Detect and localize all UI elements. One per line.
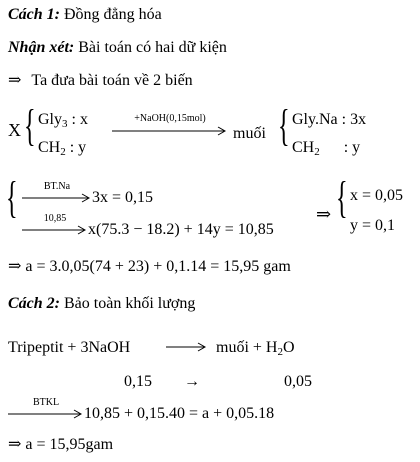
implies-symbol: ⇒ [8,72,22,89]
method1-label: Cách 1: [8,6,60,23]
mixture-x: X [8,120,21,140]
arrow-right-icon [22,193,92,203]
btkl-label: BTKL [32,397,60,408]
arrow-right-icon [22,225,88,235]
left-brace-2: { [278,101,290,150]
bt-na-arrow [22,182,92,204]
moles-naoh: 0,15 [124,373,152,390]
reaction-right: muối + $H_2O$ [216,339,295,358]
equation-2: x(75.3 − 18.2) + 14y = 10,85 [88,221,274,238]
salt-word: muối [233,125,266,142]
implies-line [8,71,193,91]
method1-heading [8,5,162,25]
equation-1: 3x = 0,15 [92,189,154,206]
implies-symbol-2: ⇒ [316,204,332,224]
method2-heading [8,294,195,314]
naoh-arrow-label: +NaOH(0,15mol) [134,113,206,124]
note-line [8,38,227,58]
method2-label: Cách 2: [8,295,60,312]
arrow-right-icon [112,126,228,136]
gly3-term: Gly$_3$ : x [38,111,88,130]
reaction-left: Tripeptit + 3NaOH [8,339,131,356]
moles-arrow: → [184,373,200,390]
left-brace-1: { [24,101,36,150]
arrow-right-icon [166,342,208,352]
result-line-1: ⇒ a = 3.0,05(74 + 23) + 0,1.14 = 15,95 gam [8,258,291,275]
note-label: Nhận xét: [8,39,75,56]
left-brace-4: { [336,173,348,222]
result-x: x = 0,05 [350,187,404,204]
mass-label: 10,85 [43,213,67,224]
implies-text: Ta đưa bài toán về 2 biến [31,72,193,89]
glyna-term: Gly.Na : 3x [292,111,367,128]
arrow-right-icon [8,409,84,419]
ch2b-term: $CH_2$ : y [292,139,361,158]
ch2-term: $CH_2$ : y [38,139,87,158]
result-line-2: ⇒ a = 15,95gam [8,436,114,453]
method2-title: Bảo toàn khối lượng [64,295,196,312]
btkl-arrow [8,398,84,420]
left-brace-3: { [6,173,18,222]
note-text: Bài toán có hai dữ kiện [78,39,227,56]
mass-arrow [22,214,88,236]
result-y: y = 0,1 [350,217,396,234]
btkl-equation: 10,85 + 0,15.40 = a + 0,05.18 [84,405,275,422]
method1-title: Đồng đẳng hóa [64,6,162,23]
bt-na-label: BT.Na [43,181,71,192]
naoh-arrow [112,114,228,138]
moles-h2o: 0,05 [284,373,312,390]
